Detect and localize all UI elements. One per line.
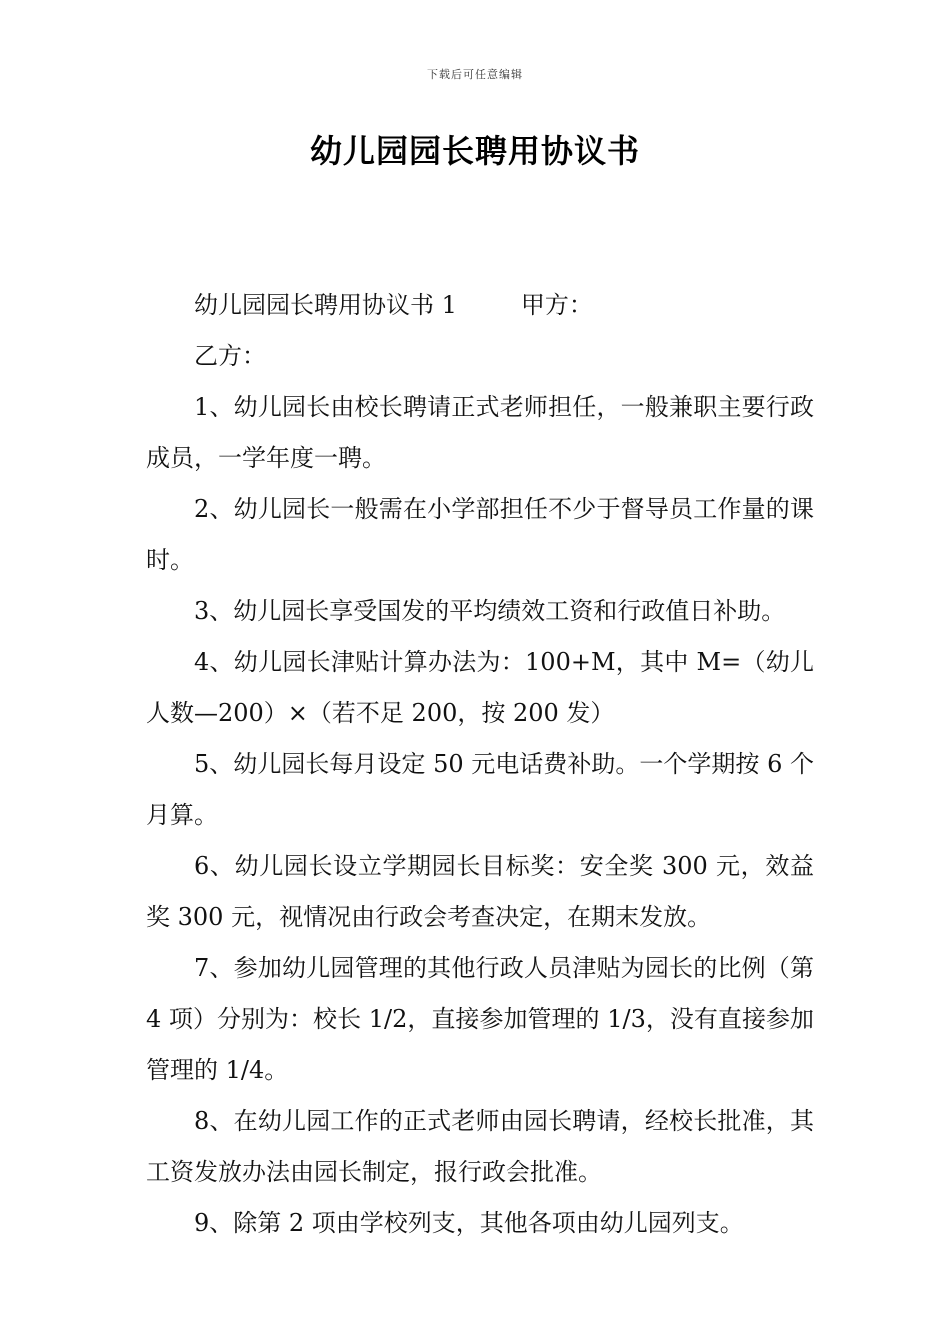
clause-1: 1、幼儿园长由校长聘请正式老师担任，一般兼职主要行政成员，一学年度一聘。 (146, 393, 814, 472)
header-note: 下载后可任意编辑 (427, 68, 523, 81)
document-title: 幼儿园园长聘用协议书 (309, 132, 640, 170)
party-a-label: 甲方： (520, 291, 593, 319)
intro-doc-name: 幼儿园园长聘用协议书 1 (194, 291, 457, 319)
clause-7: 7、参加幼儿园管理的其他行政人员津贴为园长的比例（第 4 项）分别为：校长 1/2，直接参加管理的 1/3，没有直接参加管理的 1/4。 (146, 954, 814, 1084)
party-b-label: 乙方： (194, 342, 266, 370)
clause-5: 5、幼儿园长每月设定 50 元电话费补助。一个学期按 6 个月算。 (146, 750, 814, 829)
clause-9: 9、除第 2 项由学校列支，其他各项由幼儿园列支。 (194, 1209, 744, 1237)
clause-3: 3、幼儿园长享受国发的平均绩效工资和行政值日补助。 (194, 597, 786, 625)
intro-line (146, 280, 814, 331)
document-body (146, 280, 814, 1249)
clause-4: 4、幼儿园长津贴计算办法为：100+M，其中 M=（幼儿人数—200）×（若不足 200，按 200 发） (146, 648, 814, 727)
clause-2: 2、幼儿园长一般需在小学部担任不少于督导员工作量的课时。 (146, 495, 814, 574)
clause-6: 6、幼儿园长设立学期园长目标奖：安全奖 300 元，效益奖 300 元，视情况由行政会考查决定，在期末发放。 (146, 852, 814, 931)
clause-8: 8、在幼儿园工作的正式老师由园长聘请，经校长批准，其工资发放办法由园长制定，报行政会批准。 (146, 1107, 814, 1186)
